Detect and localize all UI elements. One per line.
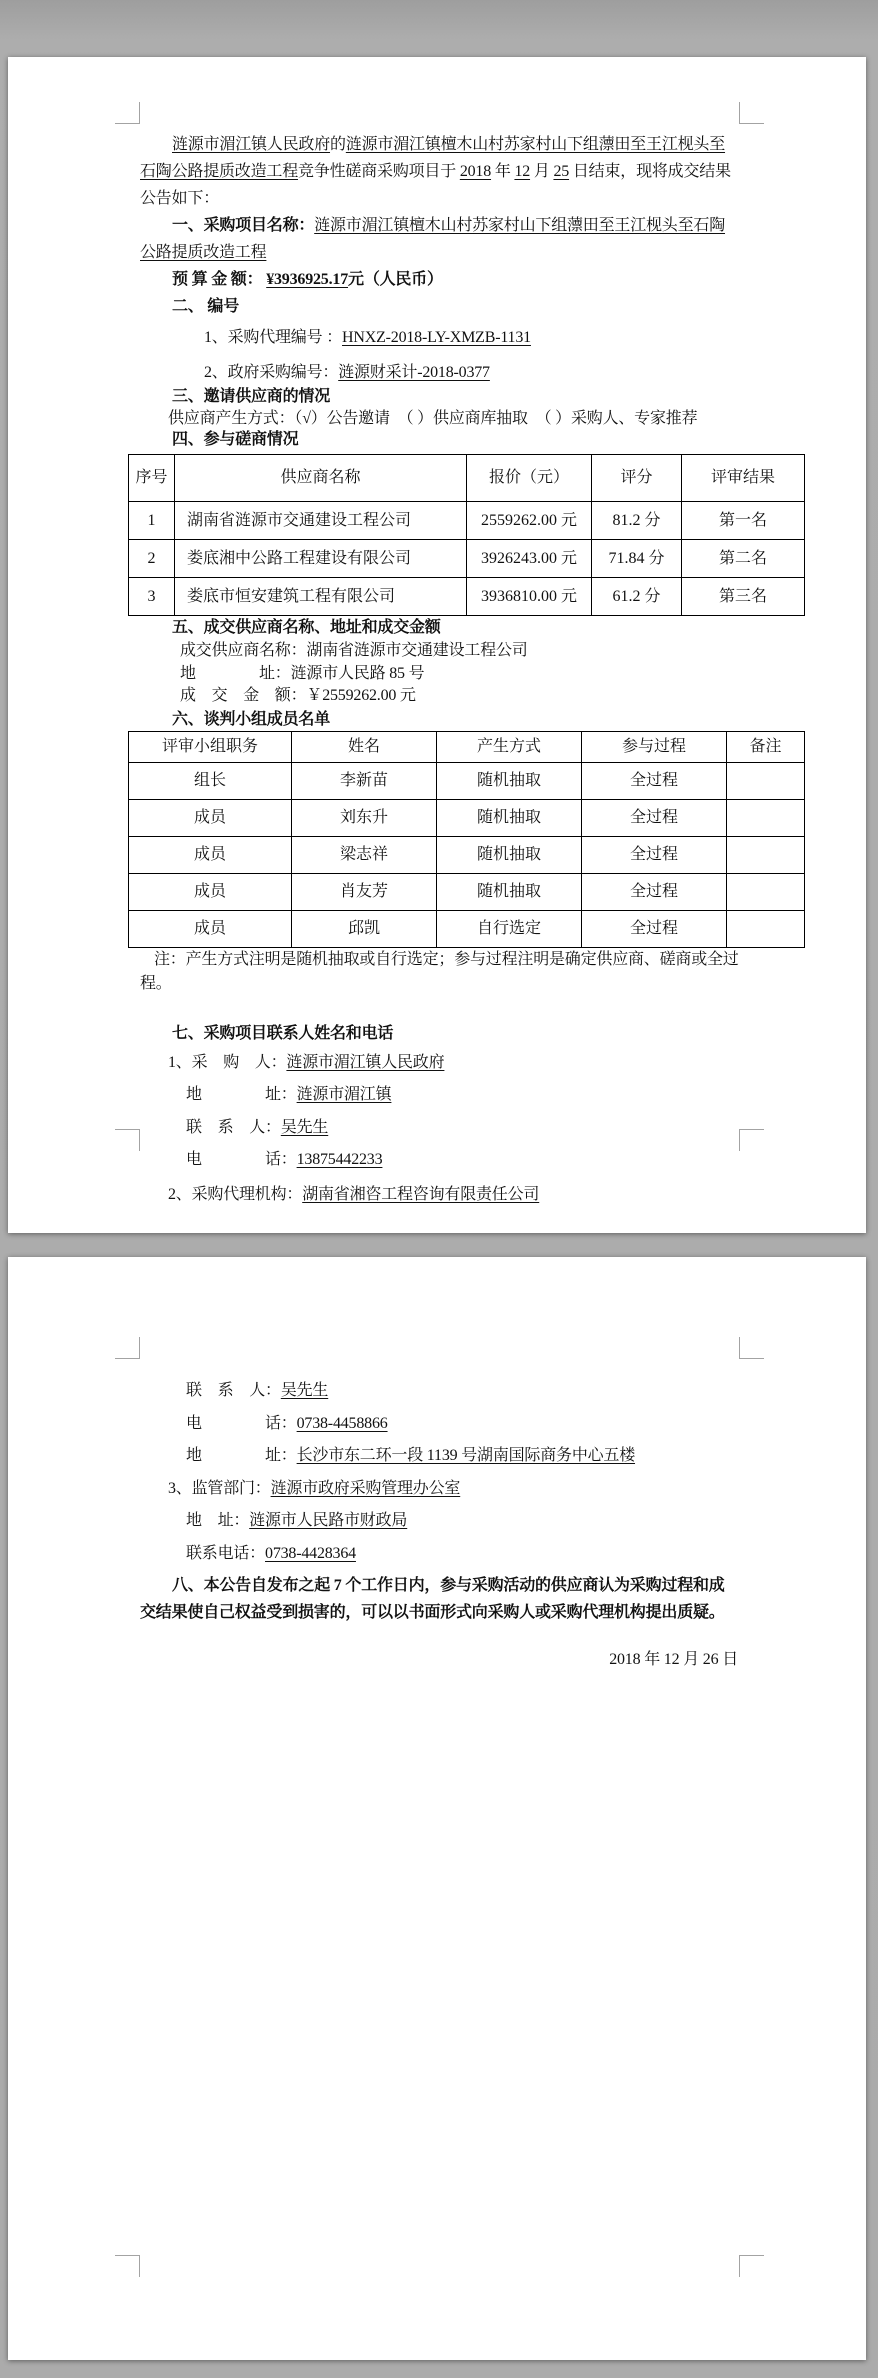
table-cell: 刘东升 <box>292 799 437 836</box>
winner-amount-line: 成 交 金 额：￥2559262.00 元 <box>180 687 416 704</box>
table-cell: 71.84 分 <box>592 540 682 578</box>
announcement-date: 2018 年 12 月 26 日 <box>609 1651 738 1668</box>
table-cell: 肖友芳 <box>292 873 437 910</box>
buyer-phone-line: 电 话：13875442233 <box>186 1151 383 1168</box>
table-row <box>129 910 805 947</box>
buyer-address-value: 涟源市湄江镇 <box>296 1086 392 1103</box>
crop-mark-bottom-left <box>115 1129 140 1151</box>
table-cell: 娄底市恒安建筑工程有限公司 <box>175 578 467 616</box>
column-header: 序号 <box>129 455 175 502</box>
year-value: 2018 <box>459 163 492 180</box>
intro-paragraph: 涟源市湄江镇人民政府的涟源市湄江镇檀木山村苏家村山下组薸田至王江枧头至石陶公路提质改造工程竞争性磋商采购项目于 2018 年 12 月 25 日结束，现将成交结果公告如下： <box>140 136 731 207</box>
table-cell: 2 <box>129 540 175 578</box>
table-cell: 81.2 分 <box>592 502 682 540</box>
table-cell: 1 <box>129 502 175 540</box>
regulator-address-value: 涟源市人民路市财政局 <box>249 1512 408 1529</box>
column-header: 报价（元） <box>467 455 592 502</box>
section-7-heading: 七、采购项目联系人姓名和电话 <box>172 1024 394 1042</box>
section-5-heading: 五、成交供应商名称、地址和成交金额 <box>172 619 441 636</box>
table-cell: 湖南省涟源市交通建设工程公司 <box>175 502 467 540</box>
table-cell: 自行选定 <box>437 910 582 947</box>
column-header: 产生方式 <box>437 731 582 762</box>
day-value: 25 <box>553 163 570 180</box>
table-cell: 全过程 <box>582 762 727 799</box>
buyer-address-line: 地 址：涟源市湄江镇 <box>186 1086 392 1103</box>
table-cell: 第一名 <box>682 502 805 540</box>
table-cell: 全过程 <box>582 873 727 910</box>
buyer-line: 1、采 购 人：涟源市湄江镇人民政府 <box>168 1053 445 1071</box>
project-name-underlined: 涟源市湄江镇檀木山村苏家村山下组薸田至王江枧头至石陶公路提质改造工程 <box>140 136 726 180</box>
document-page-2 <box>8 1257 866 2360</box>
table-cell <box>727 873 805 910</box>
regulator-address-line: 地 址：涟源市人民路市财政局 <box>186 1512 408 1529</box>
table-row <box>129 540 805 578</box>
table-cell: 成员 <box>129 799 292 836</box>
agency-code-value: HNXZ-2018-LY-XMZB-1131 <box>342 329 531 346</box>
agency-code-line: 1、采购代理编号 ：HNXZ-2018-LY-XMZB-1131 <box>204 329 531 346</box>
winner-address-line: 地 址：涟源市人民路 85 号 <box>180 664 425 682</box>
table-row <box>129 502 805 540</box>
column-header: 备注 <box>727 731 805 762</box>
crop-mark-bottom-right <box>739 1129 764 1151</box>
column-header: 评审结果 <box>682 455 805 502</box>
budget-amount: ¥3936925.17 <box>266 271 349 288</box>
gov-code-value: 涟源财采计-2018-0377 <box>338 364 490 381</box>
regulator-phone-value: 0738-4428364 <box>265 1544 356 1562</box>
winner-name-line: 成交供应商名称：湖南省涟源市交通建设工程公司 <box>180 642 528 659</box>
section-1-label: 一、采购项目名称： <box>172 217 315 234</box>
table-cell: 娄底湘中公路工程建设有限公司 <box>175 540 467 578</box>
budget-line: 预 算 金 额： ¥3936925.17元（人民币） <box>172 271 443 288</box>
crop-mark-bottom-right <box>739 2255 764 2277</box>
table-cell <box>727 799 805 836</box>
section-4-heading: 四、参与磋商情况 <box>172 431 299 448</box>
table-row <box>129 799 805 836</box>
buyer-contact-line: 联 系 人：吴先生 <box>186 1118 329 1136</box>
crop-mark-top-left <box>115 1337 140 1359</box>
section-1-project-name <box>140 212 740 266</box>
review-panel-table <box>128 731 805 948</box>
column-header: 姓名 <box>292 731 437 762</box>
table-cell <box>727 836 805 873</box>
section-3-heading: 三、邀请供应商的情况 <box>172 388 331 405</box>
column-header: 评审小组职务 <box>129 731 292 762</box>
column-header: 参与过程 <box>582 731 727 762</box>
section-2-heading: 二、 编号 <box>172 298 240 315</box>
column-header: 评分 <box>592 455 682 502</box>
crop-mark-bottom-left <box>115 2255 140 2277</box>
supplier-source-line: 供应商产生方式：（√）公告邀请 （ ）供应商库抽取 （ ）采购人、专家推荐 <box>168 410 698 427</box>
buyer-contact-value: 吴先生 <box>280 1118 329 1136</box>
crop-mark-top-right <box>739 1337 764 1359</box>
buyer-phone-value: 13875442233 <box>296 1151 383 1168</box>
agency-line: 2、采购代理机构：湖南省湘咨工程咨询有限责任公司 <box>168 1185 540 1203</box>
table-cell: 全过程 <box>582 799 727 836</box>
review-panel-header-row <box>129 731 805 762</box>
agency-name-value: 湖南省湘咨工程咨询有限责任公司 <box>302 1185 540 1203</box>
regulator-value: 涟源市政府采购管理办公室 <box>270 1479 461 1497</box>
table-cell: 随机抽取 <box>437 799 582 836</box>
table-cell: 全过程 <box>582 836 727 873</box>
table-cell: 成员 <box>129 873 292 910</box>
section-1-value: 涟源市湄江镇檀木山村苏家村山下组薸田至王江枧头至石陶公路提质改造工程 <box>140 217 726 261</box>
document-page-1 <box>8 57 866 1233</box>
agency-phone-line: 电 话：0738-4458866 <box>186 1414 388 1432</box>
month-value: 12 <box>514 163 531 180</box>
column-header: 供应商名称 <box>175 455 467 502</box>
table-cell: 3 <box>129 578 175 616</box>
table-cell: 李新苗 <box>292 762 437 799</box>
regulator-line: 3、监管部门：涟源市政府采购管理办公室 <box>168 1479 461 1497</box>
agency-address-value: 长沙市东二环一段 1139 号湖南国际商务中心五楼 <box>296 1447 636 1464</box>
section-8-paragraph: 八、本公告自发布之起 7 个工作日内，参与采购活动的供应商认为采购过程和成交结果使自己权益受到损害的，可以以书面形式向采购人或采购代理机构提出质疑。 <box>140 1577 725 1621</box>
table-note-line: 注：产生方式注明是随机抽取或自行选定；参与过程注明是确定供应商、磋商或全过程。 <box>140 950 739 992</box>
agency-contact-value: 吴先生 <box>280 1382 329 1399</box>
table-cell: 组长 <box>129 762 292 799</box>
table-cell: 全过程 <box>582 910 727 947</box>
table-row <box>129 578 805 616</box>
buyer-value: 涟源市湄江镇人民政府 <box>286 1053 445 1071</box>
crop-mark-top-left <box>115 102 140 124</box>
table-cell: 61.2 分 <box>592 578 682 616</box>
table-row <box>129 836 805 873</box>
table-cell: 成员 <box>129 836 292 873</box>
table-cell: 3936810.00 元 <box>467 578 592 616</box>
page-1-content <box>135 131 782 1212</box>
table-cell <box>727 762 805 799</box>
table-cell: 随机抽取 <box>437 873 582 910</box>
section-6-heading: 六、谈判小组成员名单 <box>172 710 331 728</box>
suppliers-table-header-row <box>129 455 805 502</box>
gov-code-line: 2、政府采购编号：涟源财采计-2018-0377 <box>204 364 490 381</box>
page-2-content <box>140 1375 740 1673</box>
crop-mark-top-right <box>739 102 764 124</box>
table-cell: 邱凯 <box>292 910 437 947</box>
table-cell <box>727 910 805 947</box>
agency-address-line: 地 址：长沙市东二环一段 1139 号湖南国际商务中心五楼 <box>186 1447 636 1464</box>
table-cell: 2559262.00 元 <box>467 502 592 540</box>
table-cell: 随机抽取 <box>437 762 582 799</box>
table-row <box>129 762 805 799</box>
agency-contact-line: 联 系 人：吴先生 <box>186 1382 329 1399</box>
suppliers-table <box>128 454 805 616</box>
regulator-phone-line: 联系电话：0738-4428364 <box>186 1544 356 1562</box>
agency-phone-value: 0738-4458866 <box>296 1414 388 1432</box>
table-cell: 3926243.00 元 <box>467 540 592 578</box>
table-row <box>129 873 805 910</box>
table-cell: 成员 <box>129 910 292 947</box>
table-cell: 梁志祥 <box>292 836 437 873</box>
buyer-name-underlined: 涟源市湄江镇人民政府 <box>172 136 331 153</box>
table-cell: 随机抽取 <box>437 836 582 873</box>
table-cell: 第三名 <box>682 578 805 616</box>
table-cell: 第二名 <box>682 540 805 578</box>
